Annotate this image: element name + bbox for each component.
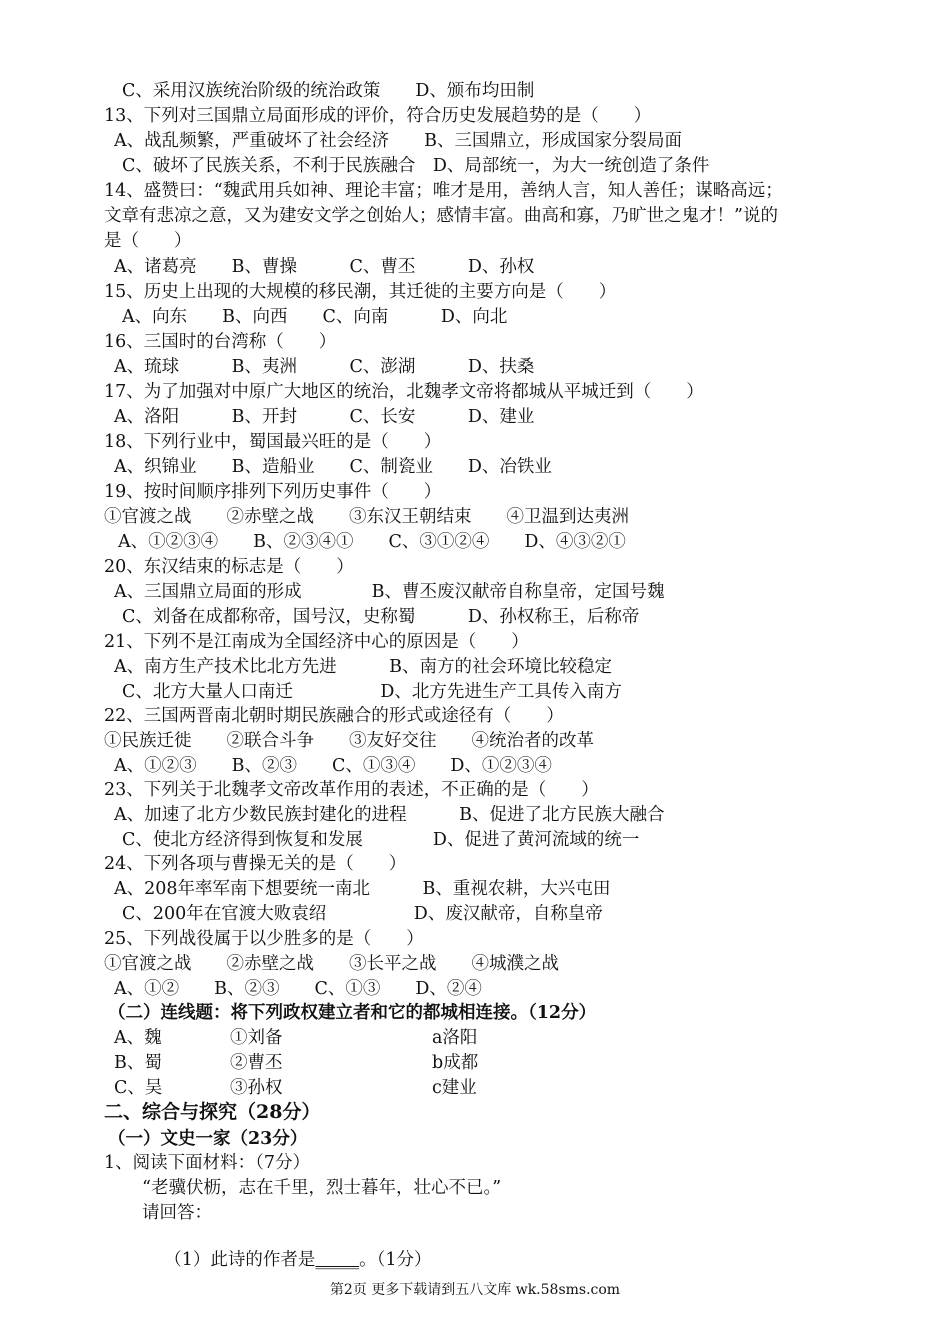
matching-section-title: （二）连线题：将下列政权建立者和它的都城相连接。（12分）: [108, 1003, 597, 1023]
question-line: 17、为了加强对中原广大地区的统治，北魏孝文帝将都城从平城迁到（ ）: [104, 382, 704, 402]
question-line: A、三国鼎立局面的形成 B、曹丕废汉献帝自称皇帝，定国号魏: [114, 582, 665, 602]
question-line: 23、下列关于北魏孝文帝改革作用的表述，不正确的是（ ）: [104, 780, 599, 800]
question-line: 14、盛赞曰：“魏武用兵如神、理论丰富；唯才是用，善纳人言，知人善任；谋略高远；: [104, 181, 783, 201]
question-line: A、①② B、②③ C、①③ D、②④: [114, 979, 482, 999]
question-line: 13、下列对三国鼎立局面形成的评价，符合历史发展趋势的是（ ）: [104, 106, 652, 126]
q1-prompt: 请回答：: [142, 1203, 212, 1223]
question-line: C、采用汉族统治阶级的统治政策 D、颁布均田制: [122, 81, 535, 101]
question-line: A、加速了北方少数民族封建化的进程 B、促进了北方民族大融合: [114, 805, 665, 825]
question-line: ①官渡之战 ②赤壁之战 ③东汉王朝结束 ④卫温到达夷洲: [104, 507, 629, 527]
matching-capital: a洛阳: [432, 1028, 478, 1048]
question-line: C、破坏了民族关系，不利于民族融合 D、局部统一，为大一统创造了条件: [122, 156, 710, 176]
question-line: A、①②③④ B、②③④① C、③①②④ D、④③②①: [118, 532, 626, 552]
matching-founder: ③孙权: [230, 1078, 283, 1098]
matching-capital: b成都: [432, 1053, 479, 1073]
matching-capital: c建业: [432, 1078, 477, 1098]
q1-title: 1、阅读下面材料：（7分）: [104, 1153, 311, 1173]
question-line: C、200年在官渡大败袁绍 D、废汉献帝，自称皇帝: [122, 904, 603, 924]
question-line: 20、东汉结束的标志是（ ）: [104, 557, 354, 577]
question-line: ①官渡之战 ②赤壁之战 ③长平之战 ④城濮之战: [104, 954, 559, 974]
question-line: A、琉球 B、夷洲 C、澎湖 D、扶桑: [114, 357, 535, 377]
question-line: C、使北方经济得到恢复和发展 D、促进了黄河流域的统一: [122, 830, 640, 850]
question-line: 15、历史上出现的大规模的移民潮，其迁徙的主要方向是（ ）: [104, 282, 617, 302]
question-line: A、向东 B、向西 C、向南 D、向北: [122, 307, 508, 327]
section2-title: 二、综合与探究（28分）: [104, 1101, 321, 1123]
matching-state: B、蜀: [114, 1053, 162, 1073]
q1-sub1-text: （1）此诗的作者是: [164, 1250, 316, 1270]
question-line: C、北方大量人口南迁 D、北方先进生产工具传入南方: [122, 682, 622, 702]
matching-state: C、吴: [114, 1078, 163, 1098]
question-line: A、南方生产技术比北方先进 B、南方的社会环境比较稳定: [114, 657, 612, 677]
question-line: 22、三国两晋南北朝时期民族融合的形式或途径有（ ）: [104, 706, 564, 726]
q1-quote: “老骥伏枥，志在千里，烈士暮年，壮心不已。”: [142, 1178, 502, 1198]
question-line: A、织锦业 B、造船业 C、制瓷业 D、冶铁业: [114, 457, 552, 477]
page-footer: 第2页 更多下载请到五八文库 wk.58sms.com: [329, 1282, 621, 1298]
question-line: C、刘备在成都称帝，国号汉，史称蜀 D、孙权称王，后称帝: [122, 607, 640, 627]
answer-blank: _____: [315, 1250, 360, 1270]
q1-sub1-score: 。（1分）: [359, 1250, 432, 1270]
question-line: 24、下列各项与曹操无关的是（ ）: [104, 854, 407, 874]
question-line: ①民族迁徙 ②联合斗争 ③友好交往 ④统治者的改革: [104, 731, 594, 751]
question-line: A、战乱频繁，严重破坏了社会经济 B、三国鼎立，形成国家分裂局面: [114, 131, 682, 151]
question-line: 是（ ）: [104, 231, 192, 251]
question-line: 文章有悲凉之意，又为建安文学之创始人；感情丰富。曲高和寡，乃旷世之鬼才！”说的: [104, 206, 778, 226]
matching-founder: ②曹丕: [230, 1053, 283, 1073]
question-line: 25、下列战役属于以少胜多的是（ ）: [104, 929, 424, 949]
question-line: 16、三国时的台湾称（ ）: [104, 332, 337, 352]
question-line: A、208年率军南下想要统一南北 B、重视农耕，大兴屯田: [114, 879, 611, 899]
question-line: A、诸葛亮 B、曹操 C、曹丕 D、孙权: [114, 257, 535, 277]
matching-state: A、魏: [114, 1028, 162, 1048]
question-line: 21、下列不是江南成为全国经济中心的原因是（ ）: [104, 632, 529, 652]
question-line: A、①②③ B、②③ C、①③④ D、①②③④: [114, 756, 552, 776]
section2-subtitle: （一）文史一家（23分）: [108, 1129, 308, 1149]
question-line: 18、下列行业中，蜀国最兴旺的是（ ）: [104, 432, 442, 452]
question-line: A、洛阳 B、开封 C、长安 D、建业: [114, 407, 535, 427]
question-line: 19、按时间顺序排列下列历史事件（ ）: [104, 482, 442, 502]
matching-founder: ①刘备: [230, 1028, 283, 1048]
